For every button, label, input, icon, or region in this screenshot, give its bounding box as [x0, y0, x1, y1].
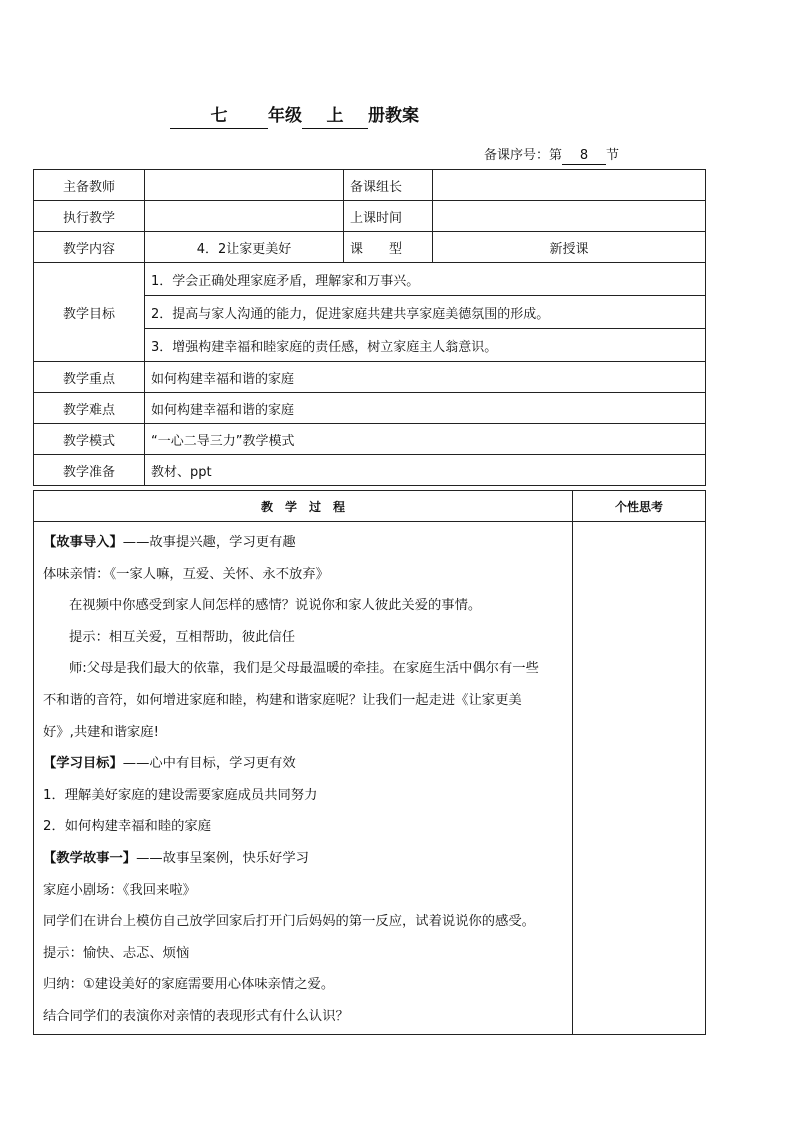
process-content	[34, 522, 573, 1035]
prep-label: 教学准备	[34, 455, 145, 486]
serial-prefix: 备课序号：第	[484, 148, 563, 163]
content-label: 教学内容	[34, 232, 145, 263]
process-line: 不和谐的音符，如何增进家庭和睦，构建和谐家庭呢？让我们一起走进《让家更美	[43, 692, 522, 708]
personal-thoughts-header: 个性思考	[573, 491, 706, 522]
key-point-label: 教学重点	[34, 362, 145, 393]
table-row	[34, 424, 706, 455]
process-line: 提示：相互关爱，互相帮助，彼此信任	[69, 629, 296, 645]
process-line: 同学们在讲台上模仿自己放学回家后打开门后妈妈的第一反应，试着说说你的感受。	[43, 914, 535, 930]
term-suffix: 册教案	[368, 106, 419, 126]
process-line: 家庭小剧场：《我回来啦》	[43, 882, 196, 898]
process-line: 体味亲情：《一家人嘛，互爱、关怀、永不放弃》	[43, 566, 329, 582]
section-learning-goals	[43, 748, 565, 780]
process-header: 教 学 过 程	[34, 491, 573, 522]
table-row	[34, 170, 706, 201]
table-row	[34, 455, 706, 486]
document-title	[170, 104, 419, 129]
lesson-serial	[484, 144, 619, 165]
type-label	[344, 232, 433, 263]
table-row	[34, 522, 706, 1035]
section-story-intro	[43, 527, 565, 559]
section-story-one	[43, 843, 565, 875]
serial-suffix: 节	[606, 148, 620, 163]
section-bracket: 【故事导入】	[43, 535, 123, 550]
section-subtitle: ——故事提兴趣，学习更有趣	[122, 535, 296, 550]
group-leader-value	[433, 170, 706, 201]
table-row	[34, 393, 706, 424]
lesson-info-table	[33, 169, 706, 486]
process-line: 2．如何构建幸福和睦的家庭	[43, 819, 212, 835]
mode-value: “一心二导三力”教学模式	[145, 424, 706, 455]
table-row	[34, 232, 706, 263]
goal-item-3: 3．增强构建幸福和睦家庭的责任感，树立家庭主人翁意识。	[145, 329, 706, 362]
exec-value	[145, 201, 344, 232]
group-leader-label: 备课组长	[344, 170, 433, 201]
process-line: 1．理解美好家庭的建设需要家庭成员共同努力	[43, 787, 318, 803]
goal-item-2: 2．提高与家人沟通的能力，促进家庭共建共享家庭美德氛围的形成。	[145, 296, 706, 329]
main-teacher-value	[145, 170, 344, 201]
type-value: 新授课	[433, 232, 706, 263]
process-line: 好》,共建和谐家庭!	[43, 724, 159, 740]
grade-suffix: 年级	[268, 106, 302, 126]
personal-thoughts-cell	[573, 522, 706, 1035]
table-row	[34, 201, 706, 232]
section-subtitle: ——心中有目标，学习更有效	[122, 756, 296, 772]
section-bracket: 【教学故事一】	[43, 850, 137, 866]
table-row	[34, 362, 706, 393]
process-line: 师:父母是我们最大的依靠，我们是父母最温暖的牵挂。在家庭生活中偶尔有一些	[69, 661, 539, 677]
process-line: 归纳：①建设美好的家庭需要用心体味亲情之爱。	[43, 977, 335, 993]
grade-field: 七	[170, 104, 268, 129]
main-teacher-label: 主备教师	[34, 170, 145, 201]
difficulty-value: 如何构建幸福和谐的家庭	[145, 393, 706, 424]
process-line: 结合同学们的表演你对亲情的表现形式有什么认识？	[43, 1008, 349, 1024]
class-time-value	[433, 201, 706, 232]
table-row	[34, 491, 706, 522]
exec-label: 执行教学	[34, 201, 145, 232]
section-subtitle: ——故事呈案例，快乐好学习	[136, 850, 309, 866]
goals-label: 教学目标	[34, 263, 145, 362]
content-value: 4．2让家更美好	[145, 232, 344, 263]
class-time-label: 上课时间	[344, 201, 433, 232]
serial-number: 8	[562, 148, 606, 165]
type-label-char-2: 型	[389, 241, 403, 257]
section-bracket: 【学习目标】	[43, 756, 123, 772]
key-point-value: 如何构建幸福和谐的家庭	[145, 362, 706, 393]
difficulty-label: 教学难点	[34, 393, 145, 424]
term-field: 上	[302, 104, 368, 129]
teaching-process-table	[33, 490, 706, 1035]
prep-value: 教材、ppt	[145, 455, 706, 486]
mode-label: 教学模式	[34, 424, 145, 455]
process-line: 在视频中你感受到家人间怎样的感情？说说你和家人彼此关爱的事情。	[69, 598, 482, 614]
type-label-char-1: 课	[350, 241, 364, 257]
goal-item-1: 1．学会正确处理家庭矛盾，理解家和万事兴。	[145, 263, 706, 296]
table-row	[34, 263, 706, 296]
process-line: 提示：愉快、忐忑、烦恼	[43, 945, 190, 961]
